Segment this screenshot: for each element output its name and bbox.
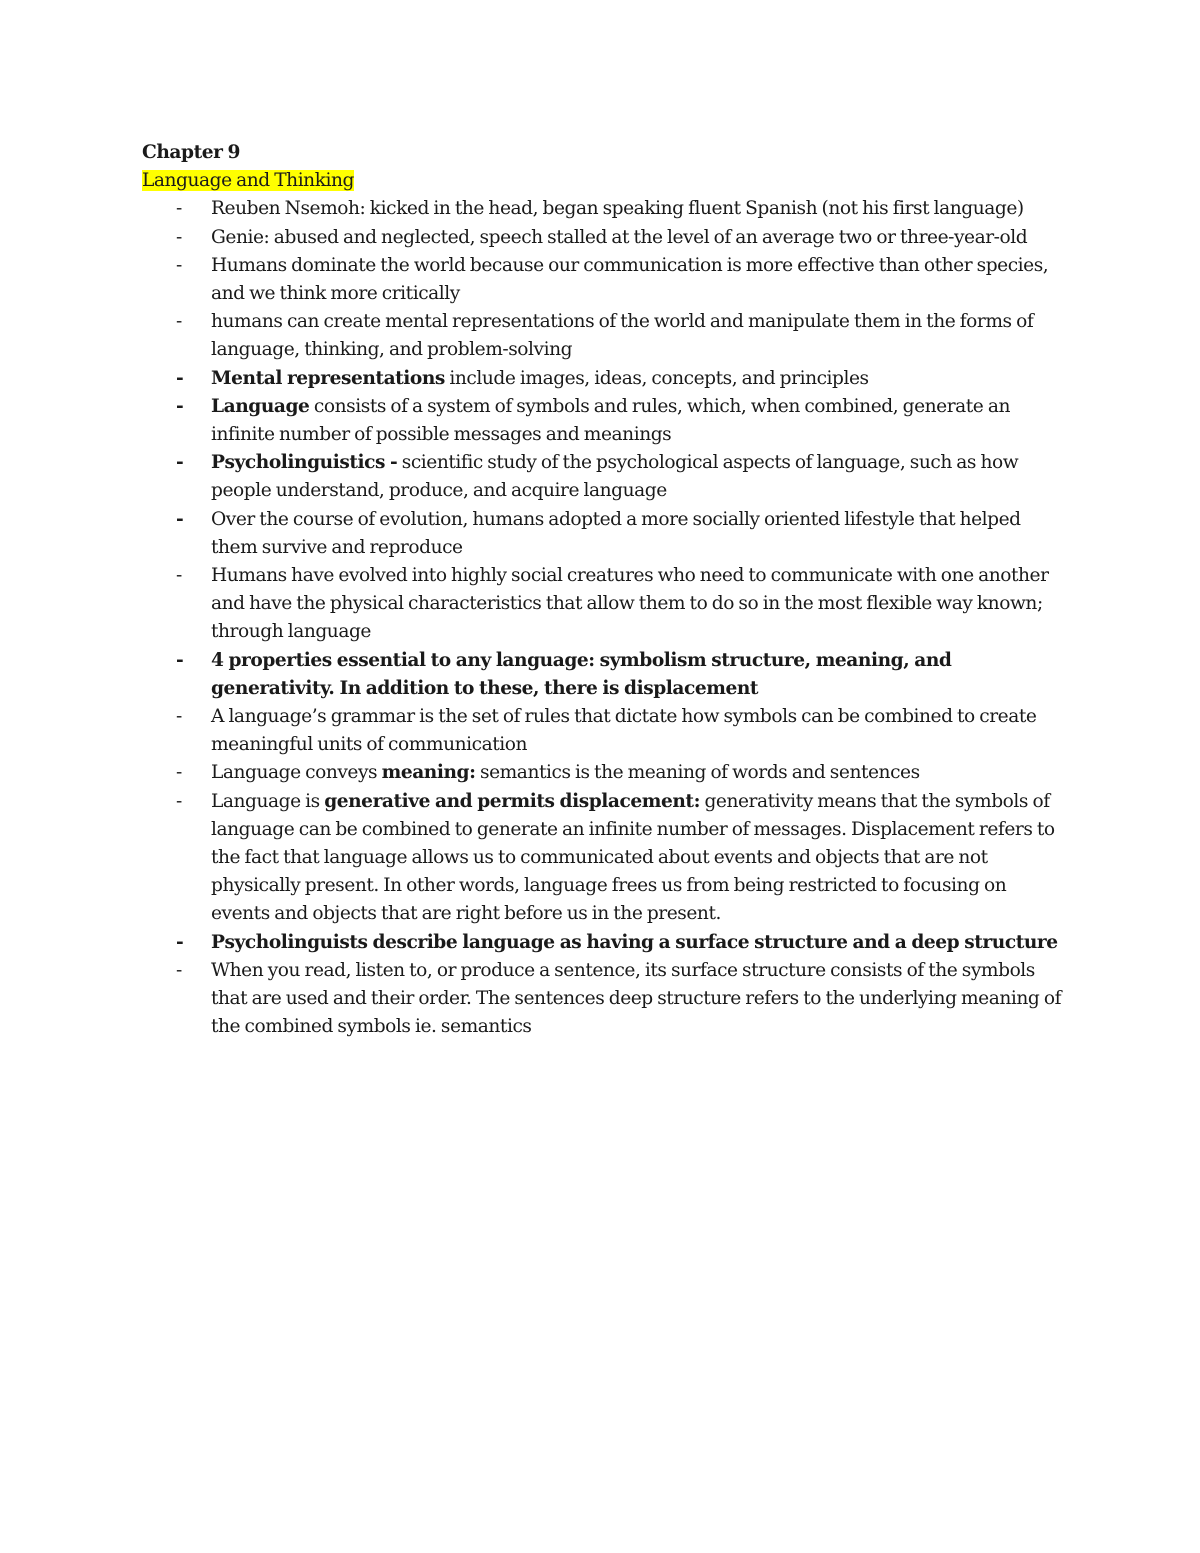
- list-item: [142, 562, 1062, 647]
- bullet-dash: -: [176, 367, 184, 389]
- item-text: Genie: abused and neglected, speech stalled at the level of an average two or three-year-old: [211, 226, 1028, 248]
- item-text: Language is: [211, 790, 325, 812]
- bold-term: 4 properties essential to any language: symbolism structure, meaning, and generativity. In addition to these, there is displacement: [211, 649, 952, 699]
- bullet-dash: -: [176, 198, 182, 220]
- bullet-dash: -: [176, 452, 184, 474]
- item-text: Reuben Nsemoh: kicked in the head, began speaking fluent Spanish (not his first language): [211, 198, 1024, 220]
- item-text: Humans have evolved into highly social creatures who need to communicate with one another and have the physical characteristics that allow them to do so in the most flexible way known; through language: [211, 565, 1049, 643]
- list-item: [142, 365, 1062, 393]
- list-item: [142, 703, 1062, 759]
- bullet-dash: -: [176, 649, 184, 671]
- item-text: Humans dominate the world because our communication is more effective than other species, and we think more critically: [211, 254, 1049, 305]
- list-item: [142, 308, 1062, 364]
- list-item: [142, 957, 1062, 1042]
- bullet-dash: -: [176, 959, 182, 981]
- item-text: generativity means that the symbols of language can be combined to generate an infinite number of messages. Displacement refers to the fact that language allows us to communicated about events and objects that are not physically present. In other words, language frees us from being restricted to focusing on events and objects that are right before us in the present.: [211, 790, 1055, 925]
- bold-term: Psycholinguistics -: [211, 452, 398, 474]
- bullet-dash: -: [176, 565, 182, 587]
- section-title: [142, 167, 1062, 195]
- item-text: scientific study of the psychological aspects of language, such as how people understand, produce, and acquire language: [211, 452, 1019, 502]
- list-item: [142, 759, 1062, 787]
- bullet-dash: -: [176, 226, 182, 248]
- list-item: [142, 393, 1062, 449]
- bold-term: generative and permits displacement:: [324, 790, 700, 812]
- bold-term: Mental representations: [211, 367, 445, 389]
- list-item: [142, 449, 1062, 505]
- bullet-dash: -: [176, 508, 184, 530]
- section-title-highlight: Language and Thinking: [142, 170, 355, 192]
- chapter-title: Chapter 9: [142, 142, 240, 163]
- item-text: When you read, listen to, or produce a sentence, its surface structure consists of the symbols that are used and their order. The sentences deep structure refers to the underlying meaning of the combined symbols ie. semantics: [211, 959, 1062, 1038]
- list-item: [142, 224, 1062, 252]
- document-body: [142, 139, 1062, 1042]
- bullet-dash: -: [176, 790, 182, 812]
- item-text: Over the course of evolution, humans adopted a more socially oriented lifestyle that helped them survive and reproduce: [211, 508, 1021, 558]
- list-item: [142, 195, 1062, 223]
- bullet-dash: -: [176, 706, 182, 728]
- list-item: [142, 647, 1062, 703]
- list-item: [142, 929, 1062, 957]
- list-item: [142, 506, 1062, 562]
- item-text: include images, ideas, concepts, and principles: [444, 367, 869, 389]
- notes-list: [142, 195, 1062, 1041]
- item-text: Language conveys: [211, 762, 382, 784]
- list-item: [142, 252, 1062, 308]
- bullet-dash: -: [176, 395, 184, 417]
- item-text: consists of a system of symbols and rules, which, when combined, generate an infinite number of possible messages and meanings: [211, 395, 1010, 446]
- item-text: humans can create mental representations of the world and manipulate them in the forms of language, thinking, and problem-solving: [211, 311, 1034, 361]
- bullet-dash: -: [176, 311, 182, 333]
- bold-term: Psycholinguists describe language as having a surface structure and a deep structure: [211, 931, 1058, 953]
- bullet-dash: -: [176, 931, 184, 953]
- bold-term: Language: [211, 395, 310, 417]
- bold-term: meaning:: [381, 762, 476, 784]
- item-text: semantics is the meaning of words and sentences: [475, 762, 920, 784]
- bullet-dash: -: [176, 762, 182, 784]
- item-text: A language’s grammar is the set of rules that dictate how symbols can be combined to create meaningful units of communication: [211, 706, 1037, 756]
- bullet-dash: -: [176, 254, 182, 276]
- list-item: [142, 788, 1062, 929]
